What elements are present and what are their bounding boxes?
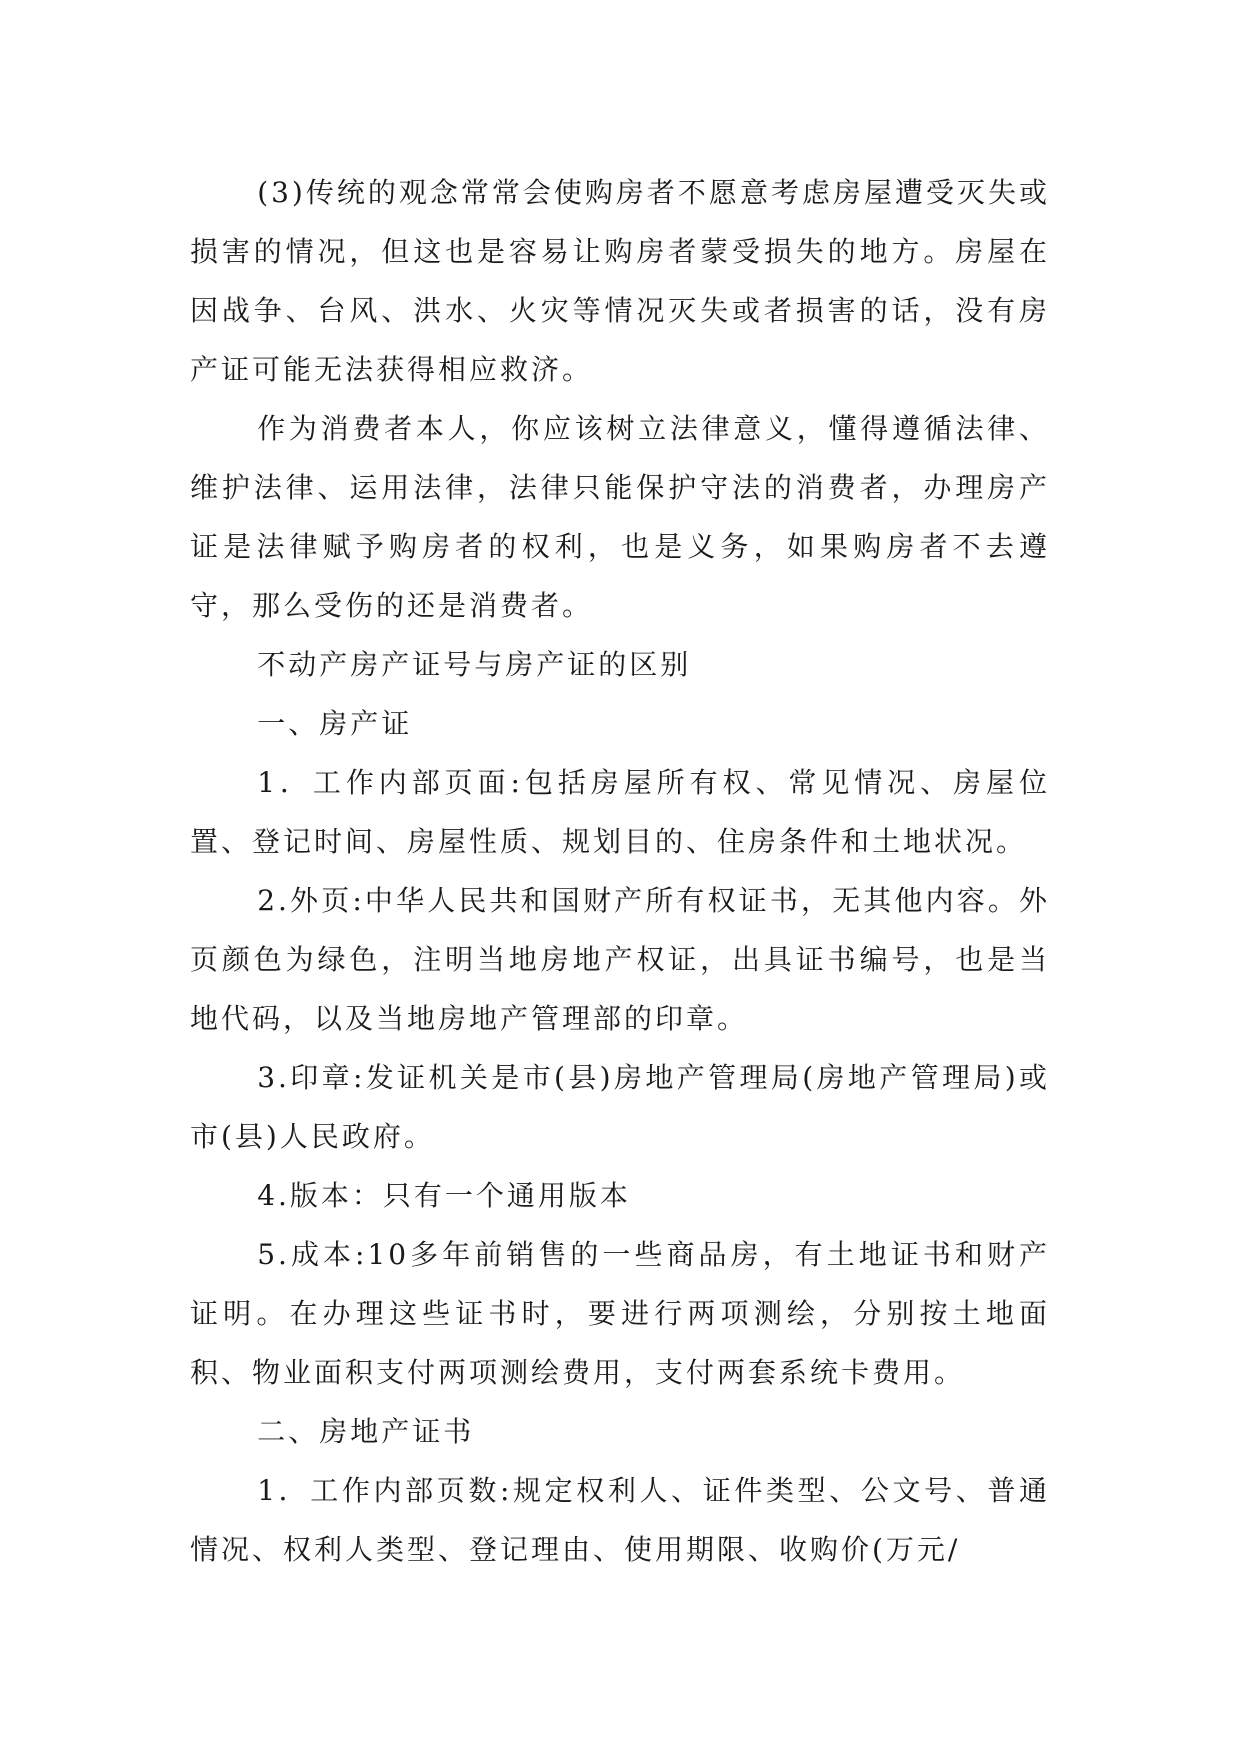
- list-item-inner-pages: 1．工作内部页数:规定权利人、证件类型、公文号、普通情况、权利人类型、登记理由、使用期限、收购价(万元/: [190, 1474, 1050, 1566]
- list-item-version: 4.版本：只有一个通用版本: [257, 1179, 631, 1212]
- list-item-inner-page: 1．工作内部页面:包括房屋所有权、常见情况、房屋位置、登记时间、房屋性质、规划目的、住房条件和土地状况。: [190, 766, 1050, 858]
- section-heading-difference: 不动产房产证号与房产证的区别: [257, 648, 692, 681]
- subheading-real-estate-certificate: 二、房地产证书: [257, 1415, 475, 1448]
- subheading-property-certificate: 一、房产证: [257, 707, 413, 740]
- list-item-cost: 5.成本:10多年前销售的一些商品房，有土地证书和财产证明。在办理这些证书时，要进行两项测绘，分别按土地面积、物业面积支付两项测绘费用，支付两套系统卡费用。: [190, 1238, 1050, 1389]
- list-item-seal: 3.印章:发证机关是市(县)房地产管理局(房地产管理局)或市(县)人民政府。: [190, 1061, 1050, 1153]
- paragraph-consumer-law: 作为消费者本人，你应该树立法律意义，懂得遵循法律、维护法律、运用法律，法律只能保护守法的消费者，办理房产证是法律赋予购房者的权利，也是义务，如果购房者不去遵守，那么受伤的还是消费者。: [190, 412, 1050, 622]
- document-body: [190, 163, 1050, 1579]
- list-item-outer-page: 2.外页:中华人民共和国财产所有权证书，无其他内容。外页颜色为绿色，注明当地房地产权证，出具证书编号，也是当地代码，以及当地房地产管理部的印章。: [190, 884, 1050, 1035]
- paragraph-damage-loss: (3)传统的观念常常会使购房者不愿意考虑房屋遭受灭失或损害的情况，但这也是容易让购房者蒙受损失的地方。房屋在因战争、台风、洪水、火灾等情况灭失或者损害的话，没有房产证可能无法获得相应救济。: [190, 176, 1050, 386]
